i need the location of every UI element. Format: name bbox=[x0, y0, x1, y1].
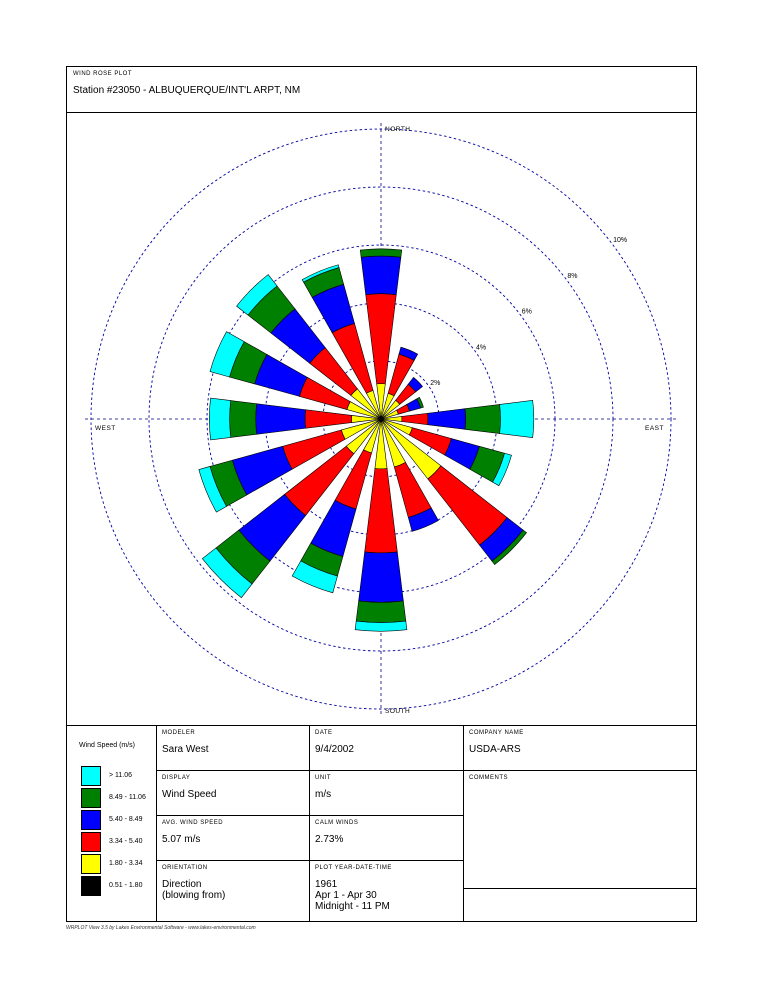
orientation-line-1: Direction bbox=[162, 879, 202, 890]
petal-segment-e bbox=[465, 404, 500, 433]
petal-segment-e bbox=[500, 400, 534, 437]
legend-swatch bbox=[81, 810, 101, 830]
ring-label: 8% bbox=[567, 272, 578, 280]
legend-label: 3.34 - 5.40 bbox=[109, 838, 143, 845]
plot-time-value bbox=[315, 879, 390, 912]
unit-label: UNIT bbox=[315, 775, 331, 781]
legend-swatch bbox=[81, 788, 101, 808]
petal-segment-n bbox=[366, 294, 397, 384]
comments-cell bbox=[463, 771, 696, 889]
calm-winds-label: CALM WINDS bbox=[315, 820, 359, 826]
modeler-label: MODELER bbox=[162, 730, 196, 736]
calm-winds-cell bbox=[309, 816, 463, 861]
petal-segment-e bbox=[428, 409, 466, 430]
petal-segment-s bbox=[365, 469, 398, 553]
company-cell bbox=[463, 726, 696, 771]
ring-label: 2% bbox=[430, 380, 441, 388]
petal-segment-s bbox=[355, 621, 407, 631]
blank-cell bbox=[463, 889, 696, 922]
software-credit: WRPLOT View 3.5 by Lakes Environmental Software - www.lakes-environmental.com bbox=[66, 925, 256, 931]
petal-segment-w bbox=[230, 401, 257, 438]
petal-segment-s bbox=[356, 601, 406, 623]
modeler-value: Sara West bbox=[162, 744, 209, 755]
east-label: EAST bbox=[645, 425, 664, 432]
avg-speed-cell bbox=[156, 816, 309, 861]
legend-label: 0.51 - 1.80 bbox=[109, 882, 143, 889]
petal-segment-n bbox=[361, 256, 401, 295]
petal-segment-w bbox=[209, 398, 230, 440]
legend-swatch bbox=[81, 766, 101, 786]
plot-time-cell bbox=[309, 861, 463, 922]
plot-date-range: Apr 1 - Apr 30 bbox=[315, 890, 377, 901]
petal-segment-w bbox=[305, 410, 352, 429]
unit-cell bbox=[309, 771, 463, 816]
date-value: 9/4/2002 bbox=[315, 744, 354, 755]
plot-frame bbox=[66, 66, 697, 922]
avg-speed-value: 5.07 m/s bbox=[162, 834, 201, 845]
legend-swatch bbox=[81, 876, 101, 896]
avg-speed-label: AVG. WIND SPEED bbox=[162, 820, 224, 826]
legend-title: Wind Speed (m/s) bbox=[79, 742, 136, 749]
display-cell bbox=[156, 771, 309, 816]
display-label: DISPLAY bbox=[162, 775, 191, 781]
date-cell bbox=[309, 726, 463, 771]
plot-time-range: Midnight - 11 PM bbox=[315, 901, 390, 912]
unit-value: m/s bbox=[315, 789, 332, 800]
plot-header bbox=[67, 67, 696, 113]
station-title: Station #23050 - ALBUQUERQUE/INT'L ARPT, NM bbox=[73, 85, 301, 96]
legend-label: 1.80 - 3.34 bbox=[109, 860, 143, 867]
orientation-line-2: (blowing from) bbox=[162, 890, 226, 901]
ring-label: 6% bbox=[521, 308, 532, 316]
legend-label: 8.49 - 11.06 bbox=[109, 794, 146, 801]
petal-segment-w bbox=[256, 404, 306, 435]
plot-time-label: PLOT YEAR-DATE-TIME bbox=[315, 865, 392, 871]
company-label: COMPANY NAME bbox=[469, 730, 524, 736]
comments-label: COMMENTS bbox=[469, 775, 508, 781]
legend-swatch bbox=[81, 854, 101, 874]
legend-swatch bbox=[81, 832, 101, 852]
modeler-cell bbox=[156, 726, 309, 771]
south-label: SOUTH bbox=[385, 708, 411, 715]
orientation-cell bbox=[156, 861, 309, 922]
petal-segment-s bbox=[359, 552, 404, 602]
plot-caption: WIND ROSE PLOT bbox=[73, 71, 133, 77]
orientation-label: ORIENTATION bbox=[162, 865, 208, 871]
wind-rose-chart bbox=[67, 113, 696, 725]
legend-label: > 11.06 bbox=[109, 772, 133, 779]
display-value: Wind Speed bbox=[162, 789, 217, 800]
petal-segment-e bbox=[402, 413, 428, 424]
legend-label: 5.40 - 8.49 bbox=[109, 816, 143, 823]
info-panel bbox=[67, 725, 696, 921]
date-label: DATE bbox=[315, 730, 333, 736]
company-value: USDA-ARS bbox=[469, 744, 521, 755]
ring-label: 10% bbox=[613, 237, 628, 245]
petal-segment-n bbox=[360, 249, 401, 257]
west-label: WEST bbox=[95, 425, 116, 432]
orientation-value bbox=[162, 879, 225, 901]
plot-year: 1961 bbox=[315, 879, 338, 890]
ring-label: 4% bbox=[475, 344, 487, 352]
calm-winds-value: 2.73% bbox=[315, 834, 344, 845]
north-label: NORTH bbox=[385, 126, 411, 133]
legend-box bbox=[67, 726, 156, 922]
